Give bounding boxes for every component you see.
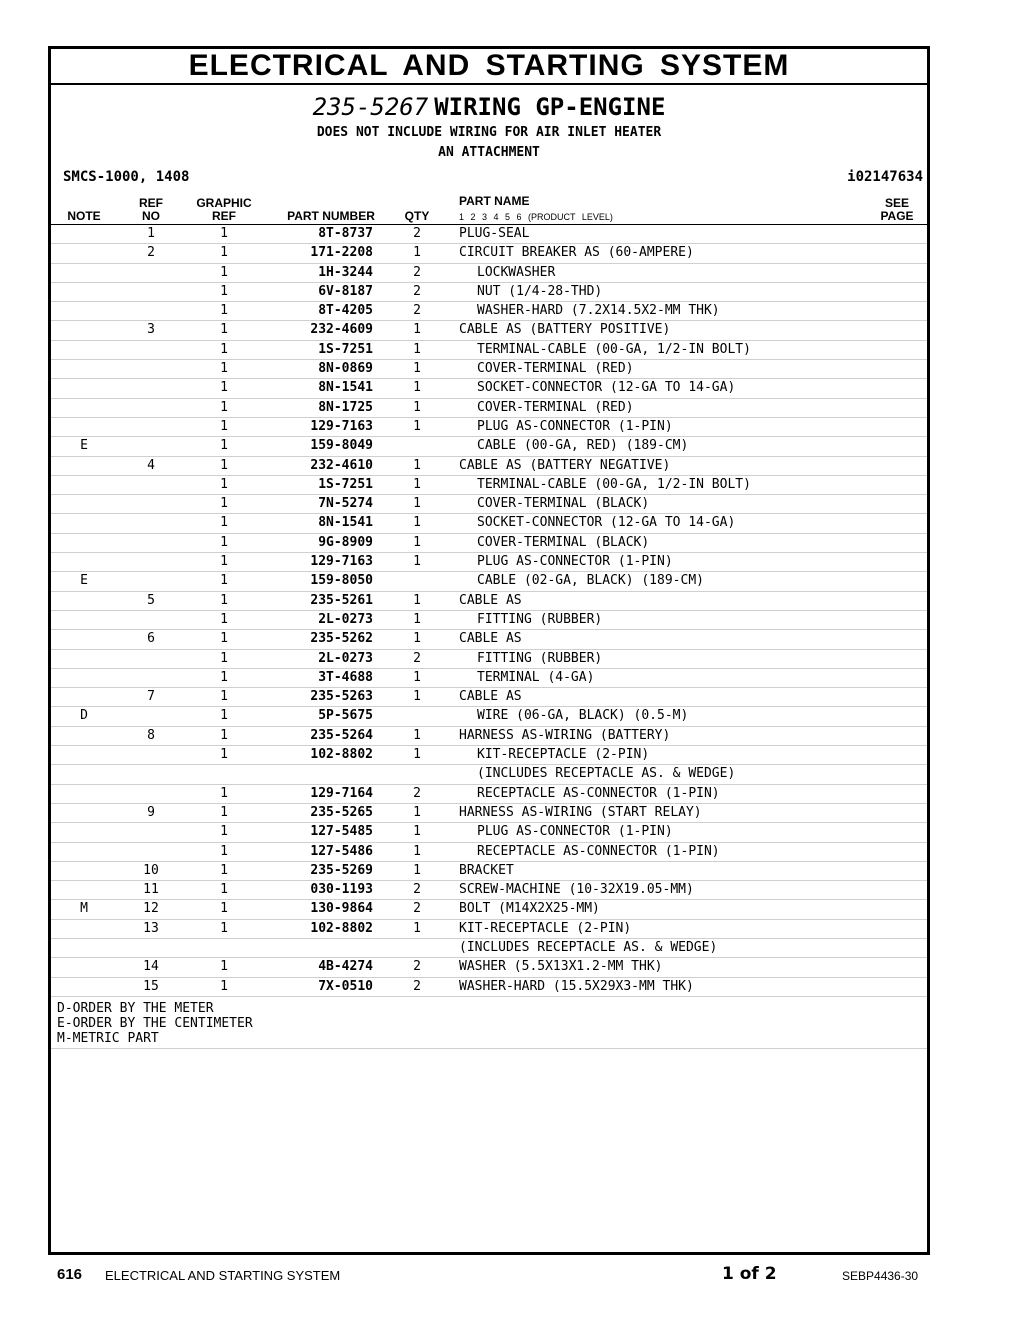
- qty-cell: 1: [413, 515, 421, 531]
- graphic-ref-cell: 1: [220, 727, 228, 743]
- graphic-ref-cell: 1: [220, 747, 228, 763]
- table-row: [51, 978, 927, 997]
- part-number-cell: 2L-0273: [318, 650, 373, 666]
- table-row: [51, 958, 927, 977]
- col-part-name: PART NAME: [459, 194, 530, 208]
- qty-cell: 2: [413, 650, 421, 666]
- graphic-ref-cell: 1: [220, 650, 228, 666]
- page-footer: [57, 1264, 937, 1284]
- qty-cell: 1: [413, 631, 421, 647]
- graphic-ref-cell: 1: [220, 361, 228, 377]
- col-see-bottom: PAGE: [880, 209, 914, 223]
- ref-no-cell: 3: [147, 322, 155, 338]
- graphic-ref-cell: 1: [220, 264, 228, 280]
- part-number-cell: 1H-3244: [318, 264, 373, 280]
- part-number-cell: 030-1193: [310, 882, 373, 898]
- part-name-cell: CABLE AS: [459, 631, 522, 647]
- part-number-cell: 5P-5675: [318, 708, 373, 724]
- part-number-cell: 3T-4688: [318, 669, 373, 685]
- qty-cell: 2: [413, 226, 421, 241]
- ref-no-cell: 8: [147, 727, 155, 743]
- table-row: [51, 862, 927, 881]
- table-row: [51, 630, 927, 649]
- ref-no-cell: 14: [143, 959, 159, 975]
- qty-cell: 2: [413, 978, 421, 994]
- qty-cell: 1: [413, 843, 421, 859]
- section-title: ELECTRICAL AND STARTING SYSTEM: [51, 49, 927, 85]
- col-product-levels: 1 2 3 4 5 6 (PRODUCT LEVEL): [459, 212, 613, 222]
- part-name-cell: RECEPTACLE AS-CONNECTOR (1-PIN): [477, 785, 720, 801]
- part-name-cell: TERMINAL-CABLE (00-GA, 1/2-IN BOLT): [477, 476, 751, 492]
- col-part-number: PART NUMBER: [287, 209, 375, 223]
- part-name-cell: NUT (1/4-28-THD): [477, 283, 603, 299]
- part-header: [51, 85, 927, 225]
- table-row: [51, 264, 927, 283]
- ref-no-cell: 10: [143, 862, 159, 878]
- note-e: E-ORDER BY THE CENTIMETER: [57, 1015, 253, 1031]
- part-name-cell: SOCKET-CONNECTOR (12-GA TO 14-GA): [477, 515, 736, 531]
- ref-no-cell: 9: [147, 804, 155, 820]
- qty-cell: 1: [413, 361, 421, 377]
- graphic-ref-cell: 1: [220, 341, 228, 357]
- note-cell: E: [80, 438, 88, 454]
- parts-table: [51, 225, 927, 997]
- qty-cell: 1: [413, 245, 421, 261]
- qty-cell: 1: [413, 418, 421, 434]
- part-name-cell: WASHER-HARD (7.2X14.5X2-MM THK): [477, 303, 720, 319]
- notes-legend: [51, 997, 927, 1049]
- part-number-cell: 235-5262: [310, 631, 373, 647]
- table-row: [51, 572, 927, 591]
- table-row: [51, 244, 927, 263]
- table-row: [51, 900, 927, 919]
- part-number-cell: 127-5486: [310, 843, 373, 859]
- qty-cell: 1: [413, 611, 421, 627]
- ref-no-cell: 5: [147, 592, 155, 608]
- graphic-ref-cell: 1: [220, 573, 228, 589]
- table-row: [51, 457, 927, 476]
- subtitle-line-1: DOES NOT INCLUDE WIRING FOR AIR INLET HEATER: [316, 125, 662, 140]
- graphic-ref-cell: 1: [220, 399, 228, 415]
- part-number-cell: 235-5265: [310, 804, 373, 820]
- part-number-cell: 235-5269: [310, 862, 373, 878]
- graphic-ref-cell: 1: [220, 901, 228, 917]
- part-name-cell: SCREW-MACHINE (10-32X19.05-MM): [459, 882, 694, 898]
- qty-cell: 1: [413, 727, 421, 743]
- ref-no-cell: 7: [147, 689, 155, 705]
- table-row: [51, 727, 927, 746]
- graphic-ref-cell: 1: [220, 824, 228, 840]
- part-name-cell: SOCKET-CONNECTOR (12-GA TO 14-GA): [477, 380, 736, 396]
- table-row: [51, 939, 927, 958]
- part-name-cell: TERMINAL-CABLE (00-GA, 1/2-IN BOLT): [477, 341, 751, 357]
- part-name-cell: BRACKET: [459, 862, 514, 878]
- table-row: [51, 746, 927, 765]
- graphic-ref-cell: 1: [220, 689, 228, 705]
- part-name-cell: HARNESS AS-WIRING (BATTERY): [459, 727, 671, 743]
- graphic-ref-cell: 1: [220, 283, 228, 299]
- table-row: [51, 476, 927, 495]
- graphic-ref-cell: 1: [220, 438, 228, 454]
- table-row: [51, 765, 927, 784]
- table-row: [51, 437, 927, 456]
- table-row: [51, 804, 927, 823]
- part-number-title: 235-5267: [312, 93, 429, 121]
- part-name-cell: FITTING (RUBBER): [477, 611, 603, 627]
- table-row: [51, 650, 927, 669]
- part-number-cell: 232-4609: [310, 322, 373, 338]
- part-number-cell: 7X-0510: [318, 978, 373, 994]
- illustration-id: i02147634: [847, 169, 923, 185]
- qty-cell: 1: [413, 534, 421, 550]
- part-name-cell: COVER-TERMINAL (RED): [477, 361, 634, 377]
- part-number-cell: 129-7163: [310, 554, 373, 570]
- graphic-ref-cell: 1: [220, 959, 228, 975]
- part-name-cell: PLUG-SEAL: [459, 226, 530, 241]
- smcs-code: SMCS-1000, 1408: [63, 169, 190, 185]
- part-name-cell: (INCLUDES RECEPTACLE AS. & WEDGE): [459, 939, 718, 955]
- table-row: [51, 341, 927, 360]
- graphic-ref-cell: 1: [220, 245, 228, 261]
- part-name-cell: COVER-TERMINAL (BLACK): [477, 534, 650, 550]
- graphic-ref-cell: 1: [220, 785, 228, 801]
- part-number-cell: 7N-5274: [318, 496, 373, 512]
- part-number-cell: 6V-8187: [318, 283, 373, 299]
- qty-cell: 1: [413, 862, 421, 878]
- graphic-ref-cell: 1: [220, 476, 228, 492]
- col-see-top: SEE: [884, 196, 909, 210]
- graphic-ref-cell: 1: [220, 226, 228, 241]
- table-row: [51, 843, 927, 862]
- part-name-cell: RECEPTACLE AS-CONNECTOR (1-PIN): [477, 843, 720, 859]
- part-name-cell: CABLE AS (BATTERY NEGATIVE): [459, 457, 671, 473]
- page-frame: [48, 46, 930, 1255]
- document-number: SEBP4436-30: [842, 1269, 919, 1283]
- part-name-cell: COVER-TERMINAL (BLACK): [477, 496, 650, 512]
- part-name-cell: CIRCUIT BREAKER AS (60-AMPERE): [459, 245, 694, 261]
- qty-cell: 1: [413, 554, 421, 570]
- table-row: [51, 881, 927, 900]
- subtitle-line-2: AN ATTACHMENT: [438, 145, 540, 160]
- part-title: [51, 93, 927, 121]
- table-row: [51, 688, 927, 707]
- table-row: [51, 399, 927, 418]
- graphic-ref-cell: 1: [220, 669, 228, 685]
- part-number-cell: 171-2208: [310, 245, 373, 261]
- footer-section: ELECTRICAL AND STARTING SYSTEM: [105, 1268, 341, 1283]
- note-m: M-METRIC PART: [57, 1030, 159, 1046]
- qty-cell: 1: [413, 322, 421, 338]
- part-name-cell: KIT-RECEPTACLE (2-PIN): [459, 920, 632, 936]
- graphic-ref-cell: 1: [220, 534, 228, 550]
- qty-cell: 2: [413, 901, 421, 917]
- table-row: [51, 418, 927, 437]
- part-name-title: WIRING GP-ENGINE: [434, 93, 666, 121]
- qty-cell: 2: [413, 882, 421, 898]
- qty-cell: 2: [413, 959, 421, 975]
- table-row: [51, 611, 927, 630]
- part-number-cell: 127-5485: [310, 824, 373, 840]
- part-number-cell: 235-5263: [310, 689, 373, 705]
- ref-no-cell: 2: [147, 245, 155, 261]
- qty-cell: 2: [413, 264, 421, 280]
- table-row: [51, 785, 927, 804]
- table-row: [51, 553, 927, 572]
- col-ref-top: REF: [139, 196, 163, 210]
- part-number-cell: 4B-4274: [318, 959, 373, 975]
- graphic-ref-cell: 1: [220, 322, 228, 338]
- graphic-ref-cell: 1: [220, 862, 228, 878]
- ref-no-cell: 11: [143, 882, 159, 898]
- col-note: NOTE: [67, 209, 101, 223]
- qty-cell: 1: [413, 747, 421, 763]
- ref-no-cell: 12: [143, 901, 159, 917]
- table-row: [51, 283, 927, 302]
- qty-cell: 1: [413, 920, 421, 936]
- ref-no-cell: 15: [143, 978, 159, 994]
- table-row: [51, 920, 927, 939]
- part-number-cell: 235-5261: [310, 592, 373, 608]
- part-number-cell: 232-4610: [310, 457, 373, 473]
- part-number-cell: 8N-1541: [318, 380, 373, 396]
- qty-cell: 1: [413, 689, 421, 705]
- qty-cell: 1: [413, 496, 421, 512]
- graphic-ref-cell: 1: [220, 611, 228, 627]
- part-number-cell: 159-8050: [310, 573, 373, 589]
- ref-no-cell: 4: [147, 457, 155, 473]
- graphic-ref-cell: 1: [220, 631, 228, 647]
- part-name-cell: WASHER (5.5X13X1.2-MM THK): [459, 959, 663, 975]
- ref-no-cell: 6: [147, 631, 155, 647]
- graphic-ref-cell: 1: [220, 515, 228, 531]
- qty-cell: 1: [413, 380, 421, 396]
- part-name-cell: WIRE (06-GA, BLACK) (0.5-M): [477, 708, 689, 724]
- part-number-cell: 129-7163: [310, 418, 373, 434]
- part-number-cell: 8N-1541: [318, 515, 373, 531]
- part-number-cell: 1S-7251: [318, 341, 373, 357]
- col-graphic-bottom: REF: [212, 209, 236, 223]
- part-name-cell: PLUG AS-CONNECTOR (1-PIN): [477, 418, 673, 434]
- col-qty: QTY: [404, 209, 430, 223]
- part-number-cell: 8N-0869: [318, 361, 373, 377]
- graphic-ref-cell: 1: [220, 496, 228, 512]
- table-row: [51, 225, 927, 244]
- graphic-ref-cell: 1: [220, 843, 228, 859]
- qty-cell: 1: [413, 399, 421, 415]
- qty-cell: 2: [413, 303, 421, 319]
- part-number-cell: 1S-7251: [318, 476, 373, 492]
- table-row: [51, 707, 927, 726]
- graphic-ref-cell: 1: [220, 978, 228, 994]
- part-name-cell: BOLT (M14X2X25-MM): [459, 901, 600, 917]
- graphic-ref-cell: 1: [220, 920, 228, 936]
- part-name-cell: CABLE (00-GA, RED) (189-CM): [477, 438, 689, 454]
- part-name-cell: TERMINAL (4-GA): [477, 669, 595, 685]
- part-number-cell: 8T-8737: [318, 226, 373, 241]
- note-d: D-ORDER BY THE METER: [57, 1000, 214, 1016]
- part-name-cell: HARNESS AS-WIRING (START RELAY): [459, 804, 702, 820]
- table-row: [51, 360, 927, 379]
- table-row: [51, 514, 927, 533]
- graphic-ref-cell: 1: [220, 592, 228, 608]
- qty-cell: 2: [413, 785, 421, 801]
- page-of: 1 of 2: [722, 1264, 777, 1284]
- part-number-cell: 129-7164: [310, 785, 373, 801]
- qty-cell: 1: [413, 592, 421, 608]
- graphic-ref-cell: 1: [220, 708, 228, 724]
- part-number-cell: 102-8802: [310, 920, 373, 936]
- col-ref-bottom: NO: [142, 209, 160, 223]
- graphic-ref-cell: 1: [220, 882, 228, 898]
- graphic-ref-cell: 1: [220, 554, 228, 570]
- part-name-cell: WASHER-HARD (15.5X29X3-MM THK): [459, 978, 694, 994]
- table-row: [51, 669, 927, 688]
- qty-cell: 1: [413, 804, 421, 820]
- part-name-cell: CABLE AS (BATTERY POSITIVE): [459, 322, 671, 338]
- graphic-ref-cell: 1: [220, 457, 228, 473]
- note-cell: M: [80, 901, 88, 917]
- graphic-ref-cell: 1: [220, 380, 228, 396]
- table-row: [51, 379, 927, 398]
- part-number-cell: 8T-4205: [318, 303, 373, 319]
- table-row: [51, 534, 927, 553]
- qty-cell: 2: [413, 283, 421, 299]
- part-name-cell: (INCLUDES RECEPTACLE AS. & WEDGE): [477, 766, 736, 782]
- qty-cell: 1: [413, 341, 421, 357]
- part-name-cell: PLUG AS-CONNECTOR (1-PIN): [477, 554, 673, 570]
- part-number-cell: 9G-8909: [318, 534, 373, 550]
- qty-cell: 1: [413, 824, 421, 840]
- part-number-cell: 2L-0273: [318, 611, 373, 627]
- part-number-cell: 130-9864: [310, 901, 373, 917]
- graphic-ref-cell: 1: [220, 303, 228, 319]
- table-row: [51, 302, 927, 321]
- column-headers: [51, 189, 927, 223]
- ref-no-cell: 13: [143, 920, 159, 936]
- note-cell: D: [80, 708, 88, 724]
- part-number-cell: 102-8802: [310, 747, 373, 763]
- part-name-cell: PLUG AS-CONNECTOR (1-PIN): [477, 824, 673, 840]
- part-number-cell: 159-8049: [310, 438, 373, 454]
- col-graphic-top: GRAPHIC: [196, 196, 252, 210]
- part-name-cell: LOCKWASHER: [477, 264, 556, 280]
- part-name-cell: KIT-RECEPTACLE (2-PIN): [477, 747, 650, 763]
- qty-cell: 1: [413, 669, 421, 685]
- qty-cell: 1: [413, 457, 421, 473]
- graphic-ref-cell: 1: [220, 804, 228, 820]
- table-row: [51, 495, 927, 514]
- qty-cell: 1: [413, 476, 421, 492]
- part-name-cell: CABLE AS: [459, 689, 522, 705]
- part-number-cell: 8N-1725: [318, 399, 373, 415]
- graphic-ref-cell: 1: [220, 418, 228, 434]
- table-row: [51, 592, 927, 611]
- part-name-cell: FITTING (RUBBER): [477, 650, 603, 666]
- page-number: 616: [57, 1266, 83, 1283]
- table-row: [51, 321, 927, 340]
- part-name-cell: CABLE AS: [459, 592, 522, 608]
- part-number-cell: 235-5264: [310, 727, 373, 743]
- part-name-cell: CABLE (02-GA, BLACK) (189-CM): [477, 573, 704, 589]
- ref-no-cell: 1: [147, 226, 155, 241]
- table-row: [51, 823, 927, 842]
- part-name-cell: COVER-TERMINAL (RED): [477, 399, 634, 415]
- note-cell: E: [80, 573, 88, 589]
